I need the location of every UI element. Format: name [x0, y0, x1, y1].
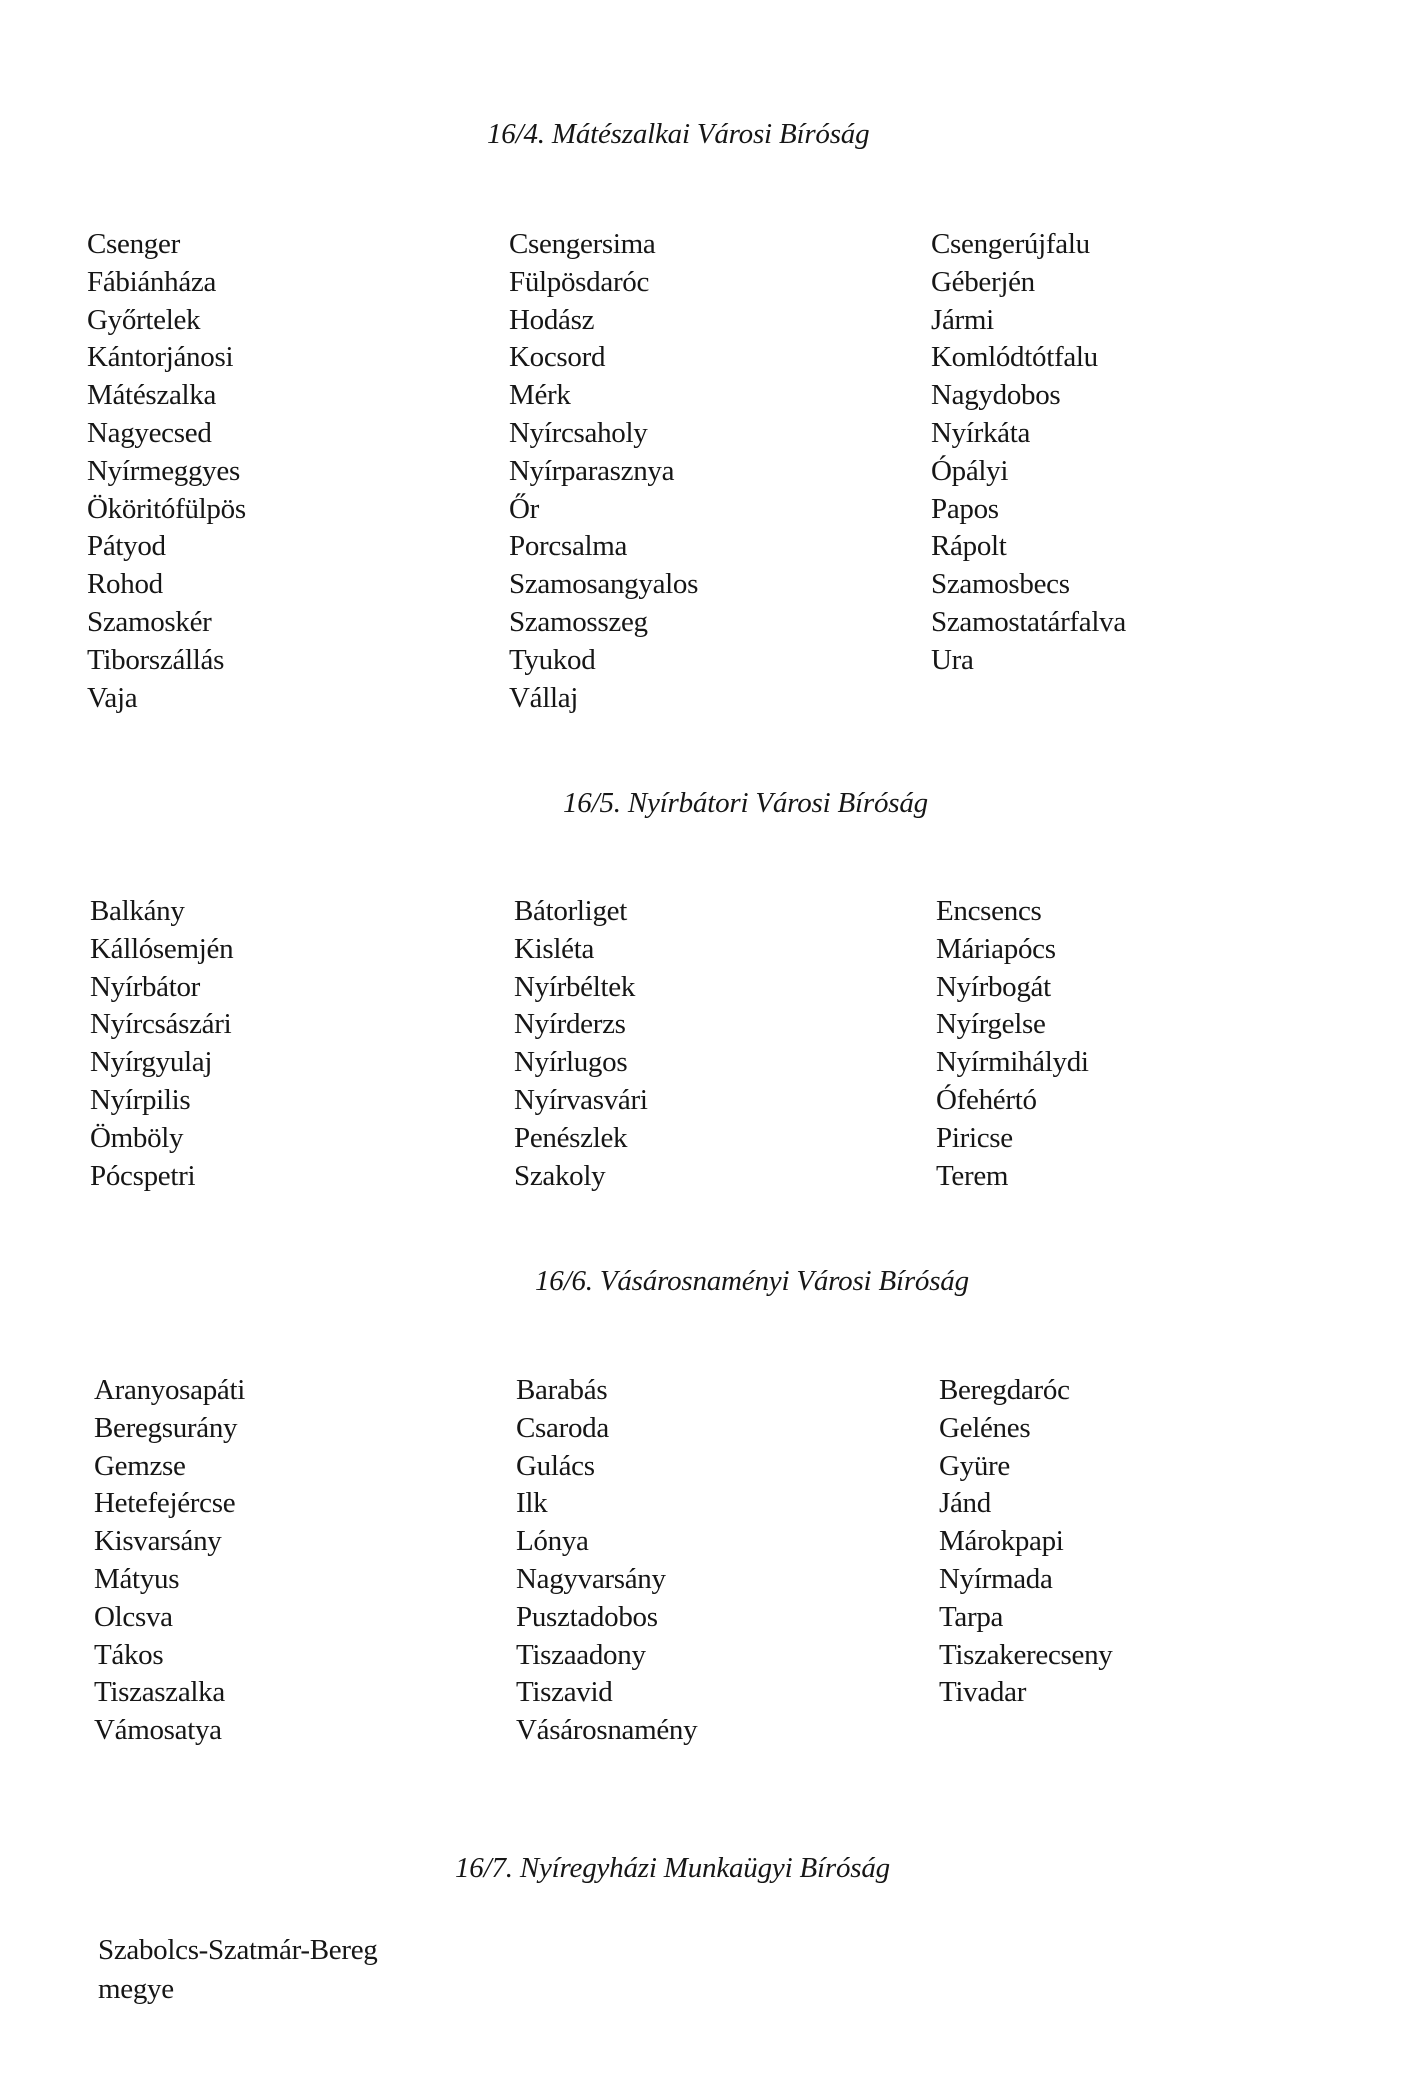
settlement-name: Kállósemjén	[90, 932, 234, 965]
jurisdiction-line-2: megye	[98, 1973, 174, 2005]
section-title-16-4: 16/4. Mátészalkai Városi Bíróság	[487, 118, 870, 150]
section-title-16-5: 16/5. Nyírbátori Városi Bíróság	[563, 787, 928, 819]
settlement-name: Piricse	[936, 1121, 1013, 1154]
settlement-name: Tarpa	[939, 1600, 1004, 1633]
settlement-name: Nyírgyulaj	[90, 1046, 213, 1079]
settlement-name: Márokpapi	[939, 1525, 1064, 1558]
column-3	[931, 226, 1126, 680]
settlement-name: Csaroda	[516, 1411, 609, 1444]
settlement-name: Beregsurány	[94, 1411, 238, 1444]
settlement-name: Vaja	[87, 681, 138, 714]
settlement-name: Máriapócs	[936, 932, 1056, 965]
settlement-name: Mátyus	[94, 1562, 180, 1595]
column-1	[94, 1372, 245, 1750]
settlement-name: Győrtelek	[87, 303, 201, 336]
settlement-name: Ömböly	[90, 1121, 184, 1154]
settlement-name: Vállaj	[509, 681, 579, 714]
settlement-name: Aranyosapáti	[94, 1374, 246, 1406]
settlement-name: Ököritófülpös	[87, 492, 246, 525]
settlement-name: Gemzse	[94, 1449, 186, 1482]
settlement-name: Ura	[931, 643, 974, 676]
settlement-name: Nyírvasvári	[514, 1083, 648, 1116]
settlement-name: Pátyod	[87, 530, 166, 563]
settlement-name: Gulács	[516, 1449, 595, 1482]
settlement-name: Szamosszeg	[509, 605, 648, 638]
settlement-name: Pócspetri	[90, 1159, 196, 1192]
settlement-name: Tákos	[94, 1638, 164, 1671]
settlement-name: Szamoskér	[87, 605, 212, 638]
settlement-name: Barabás	[516, 1374, 608, 1406]
settlement-name: Kisvarsány	[94, 1525, 222, 1558]
settlement-name: Csengerújfalu	[931, 228, 1090, 260]
settlement-name: Gelénes	[939, 1411, 1031, 1444]
settlement-name: Nyírmada	[939, 1562, 1053, 1595]
column-3	[939, 1372, 1113, 1712]
settlement-name: Nagyecsed	[87, 416, 212, 449]
settlement-name: Beregdaróc	[939, 1374, 1070, 1406]
column-2	[516, 1372, 697, 1750]
settlement-name: Kocsord	[509, 341, 606, 374]
settlement-name: Balkány	[90, 895, 185, 927]
settlement-name: Szamosbecs	[931, 568, 1070, 601]
settlement-name: Mátészalka	[87, 379, 217, 412]
settlement-name: Nyírcsászári	[90, 1008, 232, 1041]
settlement-name: Nyírcsaholy	[509, 416, 648, 449]
settlement-name: Fábiánháza	[87, 265, 217, 298]
settlement-name: Nyírkáta	[931, 416, 1031, 449]
settlement-name: Bátorliget	[514, 895, 627, 927]
settlement-name: Csengersima	[509, 228, 656, 260]
settlement-name: Tiszavid	[516, 1676, 613, 1709]
settlement-name: Pusztadobos	[516, 1600, 658, 1633]
column-3	[936, 893, 1089, 1195]
settlement-name: Papos	[931, 492, 999, 525]
settlement-name: Ilk	[516, 1487, 548, 1520]
settlement-name: Penészlek	[514, 1121, 628, 1154]
section-title-16-6: 16/6. Vásárosnaményi Városi Bíróság	[535, 1265, 969, 1297]
settlement-name: Mérk	[509, 379, 571, 412]
settlement-name: Komlódtótfalu	[931, 341, 1098, 374]
settlement-name: Nyírpilis	[90, 1083, 191, 1116]
settlement-name: Jármi	[931, 303, 994, 336]
settlement-name: Szamostatárfalva	[931, 605, 1126, 638]
column-2	[514, 893, 648, 1195]
settlement-name: Nyírlugos	[514, 1046, 628, 1079]
settlement-name: Nyírmihálydi	[936, 1046, 1089, 1079]
settlement-name: Nyírbogát	[936, 970, 1051, 1003]
settlement-name: Csenger	[87, 228, 180, 260]
settlement-name: Vásárosnamény	[516, 1714, 698, 1747]
section-16-7-jurisdiction	[98, 1931, 377, 2009]
settlement-name: Fülpösdaróc	[509, 265, 650, 298]
settlement-name: Tivadar	[939, 1676, 1027, 1709]
jurisdiction-line-1: Szabolcs-Szatmár-Bereg	[98, 1934, 378, 1966]
settlement-name: Nyírgelse	[936, 1008, 1046, 1041]
settlement-name: Tiszaadony	[516, 1638, 646, 1671]
settlement-name: Kisléta	[514, 932, 595, 965]
settlement-name: Nyírmeggyes	[87, 454, 240, 487]
settlement-name: Gyüre	[939, 1449, 1010, 1482]
settlement-name: Ófehértó	[936, 1083, 1037, 1116]
settlement-name: Hodász	[509, 303, 595, 336]
column-1	[87, 226, 246, 717]
settlement-name: Nagyvarsány	[516, 1562, 666, 1595]
settlement-name: Vámosatya	[94, 1714, 222, 1747]
settlement-name: Rápolt	[931, 530, 1007, 563]
settlement-name: Szakoly	[514, 1159, 606, 1192]
settlement-name: Nyírbéltek	[514, 970, 636, 1003]
settlement-name: Kántorjánosi	[87, 341, 234, 374]
settlement-name: Hetefejércse	[94, 1487, 236, 1520]
column-2	[509, 226, 698, 717]
settlement-name: Tiborszállás	[87, 643, 225, 676]
settlement-name: Nagydobos	[931, 379, 1061, 412]
settlement-name: Jánd	[939, 1487, 991, 1520]
settlement-name: Tyukod	[509, 643, 596, 676]
settlement-name: Encsencs	[936, 895, 1042, 927]
settlement-name: Tiszaszalka	[94, 1676, 225, 1709]
settlement-name: Nyírbátor	[90, 970, 201, 1003]
settlement-name: Lónya	[516, 1525, 589, 1558]
settlement-name: Tiszakerecseny	[939, 1638, 1113, 1671]
section-title-16-7: 16/7. Nyíregyházi Munkaügyi Bíróság	[455, 1852, 890, 1884]
settlement-name: Terem	[936, 1159, 1009, 1192]
settlement-name: Szamosangyalos	[509, 568, 699, 601]
settlement-name: Géberjén	[931, 265, 1035, 298]
settlement-name: Porcsalma	[509, 530, 628, 563]
settlement-name: Őr	[509, 492, 540, 525]
settlement-name: Ópályi	[931, 454, 1009, 487]
settlement-name: Rohod	[87, 568, 163, 601]
settlement-name: Olcsva	[94, 1600, 173, 1633]
column-1	[90, 893, 233, 1195]
settlement-name: Nyírparasznya	[509, 454, 675, 487]
settlement-name: Nyírderzs	[514, 1008, 626, 1041]
